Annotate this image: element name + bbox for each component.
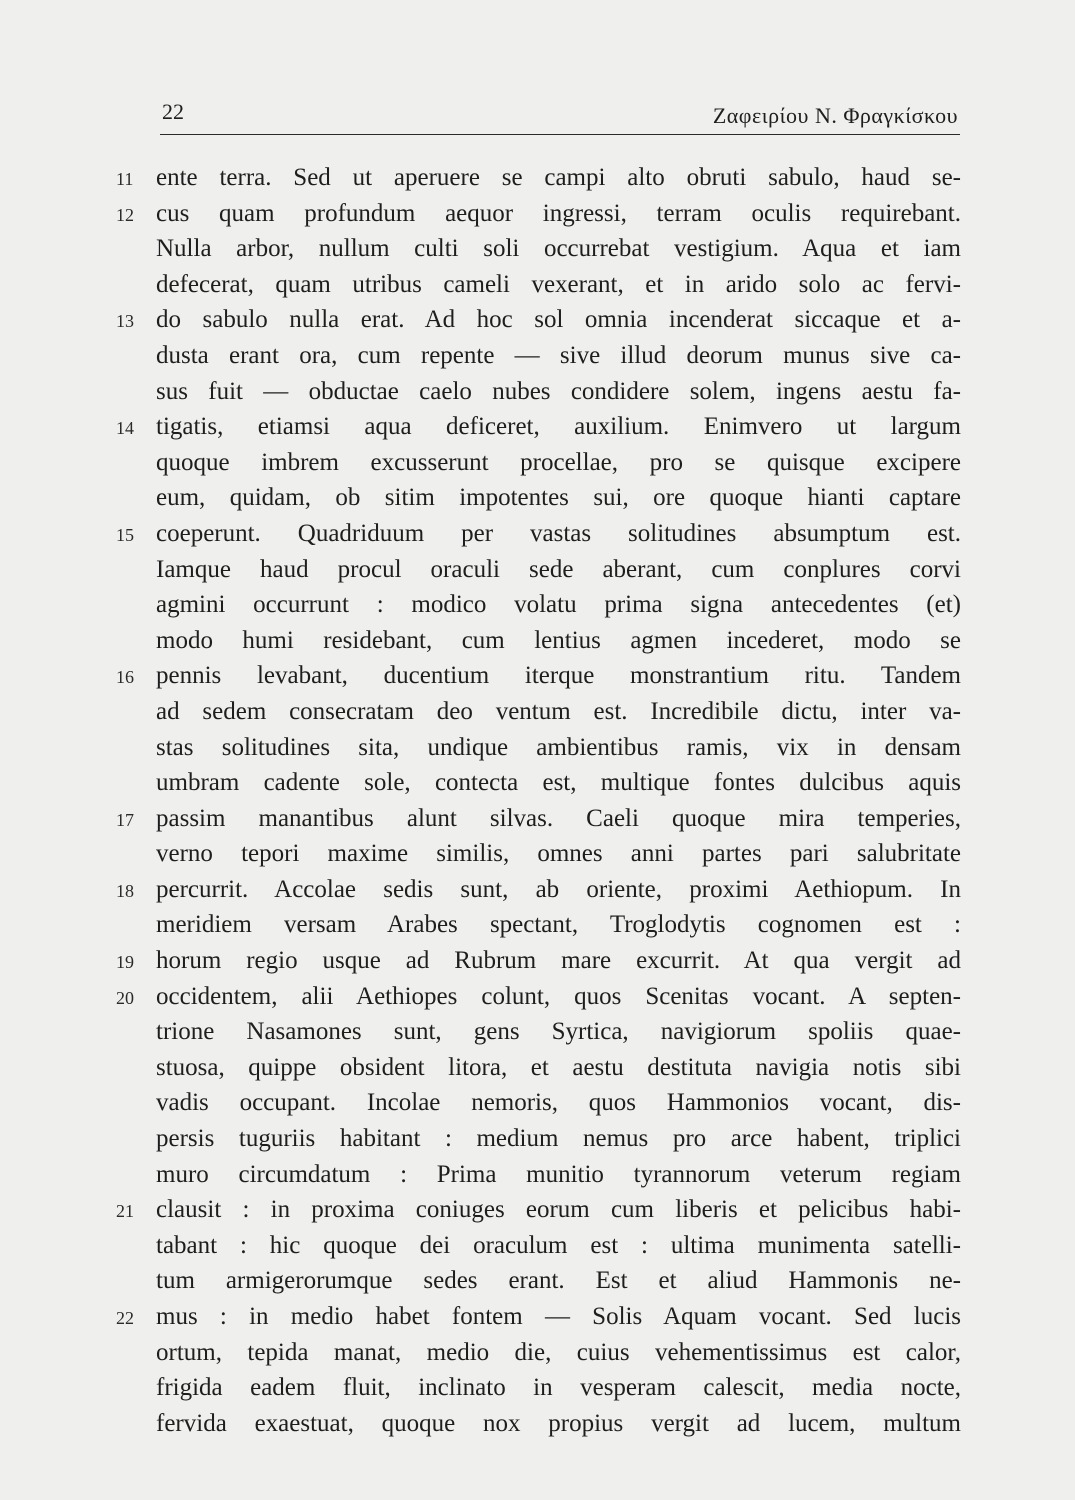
line-text: persis tuguriis habitant : medium nemus pro arce habent, triplici xyxy=(156,1125,961,1153)
text-line xyxy=(116,231,961,267)
text-line xyxy=(116,516,961,552)
line-text: tum armigerorumque sedes erant. Est et aliud Hammonis ne- xyxy=(156,1267,961,1295)
line-text: ad sedem consecratam deo ventum est. Incredibile dictu, inter va- xyxy=(156,697,961,725)
line-text: ortum, tepida manat, medio die, cuius vehementissimus est calor, xyxy=(156,1338,961,1366)
line-number: 21 xyxy=(116,1201,134,1222)
text-line xyxy=(116,765,961,801)
line-number: 20 xyxy=(116,987,134,1008)
text-line xyxy=(116,480,961,516)
body-text xyxy=(116,160,961,1441)
text-line xyxy=(116,1406,961,1442)
line-text: occidentem, alii Aethiopes colunt, quos Scenitas vocant. A septen- xyxy=(156,982,961,1010)
text-line xyxy=(116,1370,961,1406)
line-text: tabant : hic quoque dei oraculum est : ultima munimenta satelli- xyxy=(156,1231,961,1259)
line-text: fervida exaestuat, quoque nox propius vergit ad lucem, multum xyxy=(156,1409,961,1437)
line-text: coeperunt. Quadriduum per vastas solitudines absumptum est. xyxy=(156,519,961,547)
line-text: dusta erant ora, cum repente — sive illud deorum munus sive ca- xyxy=(156,341,961,369)
line-text: percurrit. Accolae sedis sunt, ab oriente, proximi Aethiopum. In xyxy=(156,875,961,903)
text-line xyxy=(116,943,961,979)
line-text: mus : in medio habet fontem — Solis Aquam vocant. Sed lucis xyxy=(156,1303,961,1330)
line-text: cus quam profundum aequor ingressi, terram oculis requirebant. xyxy=(156,199,961,227)
text-line xyxy=(116,1085,961,1121)
text-line xyxy=(116,160,961,196)
line-text: passim manantibus alunt silvas. Caeli quoque mira temperies, xyxy=(156,804,961,832)
text-line xyxy=(116,587,961,623)
text-line xyxy=(116,979,961,1015)
text-line xyxy=(116,836,961,872)
text-line xyxy=(116,1299,961,1335)
line-text: verno tepori maxime similis, omnes anni partes pari salubritate xyxy=(156,840,961,868)
line-text: Iamque haud procul oraculi sede aberant, cum conplures corvi xyxy=(156,555,961,583)
text-line xyxy=(116,1121,961,1157)
line-text: ente terra. Sed ut aperuere se campi alto obruti sabulo, haud se- xyxy=(156,164,961,191)
line-text: modo humi residebant, cum lentius agmen incederet, modo se xyxy=(156,626,961,654)
line-text: trione Nasamones sunt, gens Syrtica, navigiorum spoliis quae- xyxy=(156,1018,961,1046)
line-number: 15 xyxy=(116,524,134,545)
line-number: 13 xyxy=(116,311,134,332)
line-text: sus fuit — obductae caelo nubes condidere solem, ingens aestu fa- xyxy=(156,377,961,405)
text-line xyxy=(116,801,961,837)
line-text: muro circumdatum : Prima munitio tyrannorum veterum regiam xyxy=(156,1160,961,1188)
text-line xyxy=(116,374,961,410)
text-line xyxy=(116,196,961,232)
line-text: horum regio usque ad Rubrum mare excurrit. At qua vergit ad xyxy=(156,947,961,975)
text-line xyxy=(116,445,961,481)
line-text: quoque imbrem excusserunt procellae, pro se quisque excipere xyxy=(156,448,961,476)
text-line xyxy=(116,302,961,338)
text-line xyxy=(116,338,961,374)
line-text: defecerat, quam utribus cameli vexerant, et in arido solo ac fervi- xyxy=(156,270,961,298)
line-text: frigida eadem fluit, inclinato in vesperam calescit, media nocte, xyxy=(156,1374,961,1402)
page-header xyxy=(160,98,960,135)
text-line xyxy=(116,623,961,659)
line-text: umbram cadente sole, contecta est, multique fontes dulcibus aquis xyxy=(156,769,961,797)
text-line xyxy=(116,1263,961,1299)
line-text: clausit : in proxima coniuges eorum cum liberis et pelicibus habi- xyxy=(156,1196,961,1224)
text-line xyxy=(116,1192,961,1228)
line-text: stas solitudines sita, undique ambientibus ramis, vix in densam xyxy=(156,733,961,761)
line-text: meridiem versam Arabes spectant, Troglodytis cognomen est : xyxy=(156,911,961,939)
line-text: pennis levabant, ducentium iterque monstrantium ritu. Tandem xyxy=(156,662,961,690)
text-line xyxy=(116,1050,961,1086)
line-text: vadis occupant. Incolae nemoris, quos Hammonios vocant, dis- xyxy=(156,1089,961,1117)
text-line xyxy=(116,409,961,445)
text-line xyxy=(116,1157,961,1193)
text-line xyxy=(116,658,961,694)
line-number: 11 xyxy=(116,169,134,189)
running-head: Ζαφειρίου Ν. Φραγκίσκου xyxy=(712,103,958,128)
line-text: do sabulo nulla erat. Ad hoc sol omnia incenderat siccaque et a- xyxy=(156,306,961,334)
text-line xyxy=(116,1335,961,1371)
line-text: stuosa, quippe obsident litora, et aestu destituta navigia notis sibi xyxy=(156,1053,961,1081)
text-line xyxy=(116,552,961,588)
text-line xyxy=(116,694,961,730)
line-text: eum, quidam, ob sitim impotentes sui, ore quoque hianti captare xyxy=(156,484,961,512)
text-line xyxy=(116,907,961,943)
page-number: 22 xyxy=(162,99,184,124)
line-number: 22 xyxy=(116,1308,134,1328)
line-number: 19 xyxy=(116,952,134,973)
line-text: agmini occurrunt : modico volatu prima signa antecedentes (et) xyxy=(156,591,961,619)
line-number: 14 xyxy=(116,418,134,439)
line-number: 16 xyxy=(116,667,134,688)
text-line xyxy=(116,1014,961,1050)
text-line xyxy=(116,1228,961,1264)
line-number: 18 xyxy=(116,880,134,901)
line-text: tigatis, etiamsi aqua deficeret, auxilium. Enimvero ut largum xyxy=(156,413,961,441)
text-line xyxy=(116,730,961,766)
text-line xyxy=(116,267,961,303)
line-number: 12 xyxy=(116,204,134,225)
line-text: Nulla arbor, nullum culti soli occurrebat vestigium. Aqua et iam xyxy=(156,235,961,263)
line-number: 17 xyxy=(116,809,134,830)
text-line xyxy=(116,872,961,908)
